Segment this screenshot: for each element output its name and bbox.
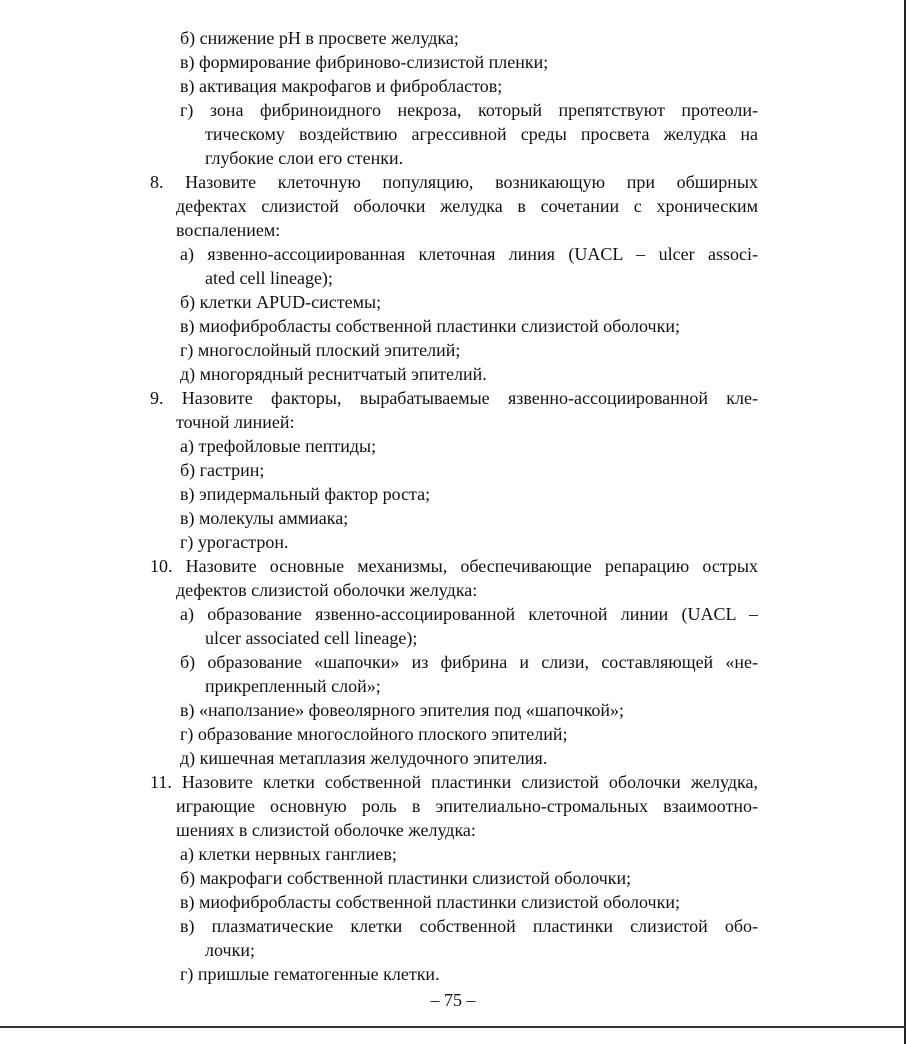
text-line: дефектах слизистой оболочки желудка в сочетании с хроническим — [176, 196, 758, 216]
text-line: б) снижение рН в просвете желудка; — [180, 28, 459, 48]
answer-option: в) миофибробласты собственной пластинки слизистой оболочки; — [180, 316, 680, 336]
answer-option: а) образование язвенно-ассоциированной клеточной линии (UACL – — [180, 604, 758, 624]
answer-option: а) язвенно-ассоциированная клеточная линия (UACL – ulcer associ- — [180, 244, 758, 264]
answer-option: в) «наползание» фовеолярного эпителия под «шапочкой»; — [180, 700, 625, 720]
answer-option: б) макрофаги собственной пластинки слизистой оболочки; — [180, 868, 632, 888]
text-line: тическому воздействию агрессивной среды просвета желудка на — [205, 124, 758, 144]
answer-option: г) многослойный плоский эпителий; — [180, 340, 461, 360]
question-11: 11. Назовите клетки собственной пластинки слизистой оболочки желудка, — [150, 772, 758, 792]
answer-option: а) клетки нервных ганглиев; — [180, 844, 397, 864]
question-8: 8. Назовите клеточную популяцию, возникающую при обширных — [150, 172, 758, 192]
text-line: шениях в слизистой оболочке желудка: — [176, 820, 476, 840]
question-10: 10. Назовите основные механизмы, обеспечивающие репарацию острых — [150, 556, 758, 576]
answer-option: в) молекулы аммиака; — [180, 508, 349, 528]
answer-option: б) клетки APUD-системы; — [180, 292, 382, 312]
question-9: 9. Назовите факторы, вырабатываемые язвенно-ассоциированной кле- — [150, 388, 758, 408]
answer-option: в) плазматические клетки собственной пластинки слизистой обо- — [180, 916, 758, 936]
text-line: глубокие слои его стенки. — [205, 148, 404, 168]
text-line: воспалением: — [176, 220, 281, 240]
answer-option: в) эпидермальный фактор роста; — [180, 484, 431, 504]
text-line: лочки; — [205, 940, 255, 960]
text-line: в) формирование фибриново-слизистой пленки; — [180, 52, 549, 72]
answer-option: г) образование многослойного плоского эпителий; — [180, 724, 568, 744]
answer-option: д) кишечная метаплазия желудочного эпителия. — [180, 748, 548, 768]
text-line: г) зона фибриноидного некроза, который препятствуют протеоли- — [180, 100, 758, 120]
answer-option: г) пришлые гематогенные клетки. — [180, 964, 440, 984]
answer-option: б) образование «шапочки» из фибрина и слизи, составляющей «не- — [180, 652, 758, 672]
answer-option: а) трефойловые пептиды; — [180, 436, 377, 456]
answer-option: г) урогастрон. — [180, 532, 289, 552]
page-number: – 75 – — [430, 990, 476, 1010]
text-line: точной линией: — [176, 412, 295, 432]
answer-option: д) многорядный реснитчатый эпителий. — [180, 364, 487, 384]
text-line: ated cell lineage); — [205, 268, 333, 288]
text-line: ulcer associated cell lineage); — [205, 628, 418, 648]
answer-option: в) миофибробласты собственной пластинки слизистой оболочки; — [180, 892, 680, 912]
text-line: прикрепленный слой»; — [205, 676, 381, 696]
answer-option: б) гастрин; — [180, 460, 265, 480]
text-line: в) активация макрофагов и фибробластов; — [180, 76, 503, 96]
bottom-divider — [0, 1026, 906, 1028]
text-line: играющие основную роль в эпителиально-стромальных взаимоотно- — [176, 796, 758, 816]
text-line: дефектов слизистой оболочки желудка: — [176, 580, 478, 600]
